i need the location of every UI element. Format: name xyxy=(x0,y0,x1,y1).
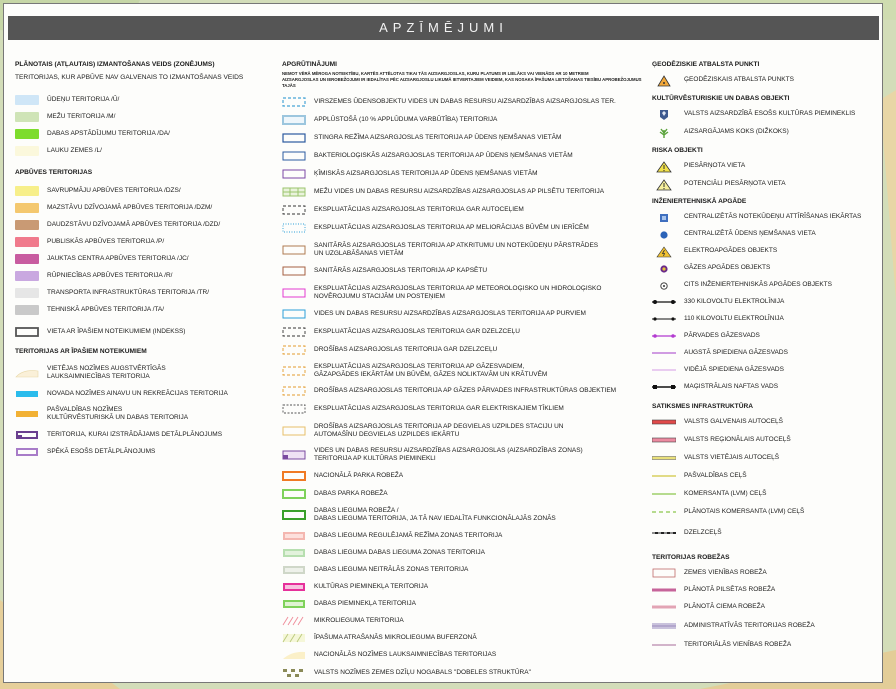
legend-symbol xyxy=(15,129,41,139)
legend-label: RŪPNIECĪBAS APBŪVES TERITORIJA /R/ xyxy=(47,271,173,279)
legend-label: DZELZCEĻŠ xyxy=(684,529,722,536)
legend-label: PAŠVALDĪBAS CEĻŠ xyxy=(684,472,747,479)
restriction-item xyxy=(282,485,642,503)
legend-symbol xyxy=(652,621,678,631)
legend-symbol xyxy=(282,97,308,107)
legend-label: VIDĒJĀ SPIEDIENA GĀZESVADS xyxy=(684,365,784,373)
legend-label: 110 KILOVOLTU ELEKTROLĪNIJA xyxy=(684,314,784,322)
legend-label: SANITĀRĀS AIZSARGJOSLAS TERITORIJA AP KAPSĒTU xyxy=(314,267,488,274)
legend-symbol xyxy=(282,205,308,215)
restriction-item xyxy=(282,467,642,485)
transport-item xyxy=(652,413,884,431)
restriction-item xyxy=(282,663,642,682)
column-objects xyxy=(652,58,884,653)
legend-label: ŪDEŅU TERITORIJA /Ū/ xyxy=(47,95,120,103)
legend-label: CENTRALIZĒTĀS NOTEKŪDEŅU ATTĪRĪŠANAS IEKĀRTAS xyxy=(684,212,862,220)
legend-label: DABAS LIEGUMA DABAS LIEGUMA ZONAS TERITORIJA xyxy=(314,548,485,556)
legend-label: TRANSPORTA INFRASTRUKTŪRAS TERITORIJA /TR/ xyxy=(47,288,210,296)
legend-label: MEŽU TERITORIJA /M/ xyxy=(47,112,116,120)
legend-symbol xyxy=(282,345,308,355)
legend-label: DABAS LIEGUMA ROBEŽA / DABAS LIEGUMA TERITORIJA, JA TĀ NAV IEDALĪTA FUNKCIONĀLAJĀS ZONĀS xyxy=(314,507,556,522)
geodetic-point-item xyxy=(652,71,884,89)
zone-item xyxy=(15,233,271,250)
cultural-object-item xyxy=(652,123,884,141)
special-area-item xyxy=(15,443,271,460)
legend-symbol xyxy=(652,75,678,85)
zone-item xyxy=(15,199,271,216)
legend-symbol xyxy=(15,186,41,196)
legend-symbol xyxy=(652,229,678,239)
legend-symbol xyxy=(15,112,41,122)
legend-label: PLĀNOTAIS KOMERSANTA (LVM) CEĻŠ xyxy=(684,508,805,515)
legend-label: SANITĀRĀS AIZSARGJOSLAS TERITORIJA AP ATKRITUMU UN NOTEKŪDEŅU PĀRSTRĀDES UN UZGLABĀŠANAS VIETĀM xyxy=(314,241,599,257)
engineering-object-item xyxy=(652,208,884,225)
legend-title: APZĪMĒJUMI xyxy=(8,16,879,40)
legend-label: VALSTS GALVENAIS AUTOCEĻŠ xyxy=(684,418,783,425)
restriction-item xyxy=(282,503,642,527)
legend-symbol xyxy=(15,368,41,378)
legend-symbol xyxy=(652,640,678,650)
legend-symbol xyxy=(15,254,41,264)
legend-symbol xyxy=(282,616,308,626)
special-area-item xyxy=(15,385,271,402)
legend-symbol xyxy=(282,510,308,520)
restriction-item xyxy=(282,129,642,147)
legend-label: PAŠVALDĪBAS NOZĪMES KULTŪRVĒSTURISKĀ UN DABAS TERITORIJA xyxy=(47,406,189,421)
legend-symbol xyxy=(652,471,678,481)
restriction-item xyxy=(282,527,642,544)
legend-label: DABAS LIEGUMA NEITRĀLĀS ZONAS TERITORIJA xyxy=(314,565,469,573)
zone-item xyxy=(15,108,271,125)
legend-symbol xyxy=(652,331,678,341)
legend-symbol xyxy=(282,450,308,460)
legend-symbol xyxy=(282,169,308,179)
legend-symbol xyxy=(652,280,678,290)
legend-label: DABAS PARKA ROBEŽA xyxy=(314,490,388,497)
legend-label: CENTRALIZĒTĀ ŪDENS ŅEMŠANAS VIETA xyxy=(684,229,816,237)
boundary-item xyxy=(652,564,884,581)
transport-item xyxy=(652,503,884,521)
zone-item xyxy=(15,284,271,301)
restriction-item xyxy=(282,629,642,646)
legend-label: VALSTS VIETĒJAIS AUTOCEĻŠ xyxy=(684,454,780,461)
legend-symbol xyxy=(652,365,678,375)
heading-transport: SATIKSMES INFRASTRUKTŪRA xyxy=(652,403,753,410)
legend-symbol xyxy=(15,146,41,156)
legend-symbol xyxy=(652,314,678,324)
legend-label: KOMERSANTA (LVM) CEĻŠ xyxy=(684,490,767,497)
legend-symbol xyxy=(652,109,678,119)
restriction-item xyxy=(282,561,642,578)
legend-symbol xyxy=(282,668,308,678)
legend-symbol xyxy=(282,582,308,592)
engineering-object-item xyxy=(652,293,884,310)
legend-symbol xyxy=(15,305,41,315)
legend-symbol xyxy=(282,266,308,276)
restriction-item xyxy=(282,400,642,418)
legend-label: POTENCIĀLI PIESĀRŅOTA VIETA xyxy=(684,180,786,187)
legend-symbol xyxy=(282,404,308,414)
risk-object-item xyxy=(652,175,884,193)
legend-label: MIKROLIEGUMA TERITORIJA xyxy=(314,616,404,624)
heading-special: TERITORIJAS AR ĪPAŠIEM NOTEIKUMIEM xyxy=(15,348,147,355)
index-symbol xyxy=(15,327,41,337)
heading-boundaries: TERITORIJAS ROBEŽAS xyxy=(652,554,730,561)
legend-label: JAUKTAS CENTRA APBŪVES TERITORIJA /JC/ xyxy=(47,254,189,262)
transport-item xyxy=(652,449,884,467)
heading-restrictions: APGRŪTINĀJUMI xyxy=(282,61,337,68)
legend-symbol xyxy=(652,585,678,595)
legend-label: SAVRUPMĀJU APBŪVES TERITORIJA /DZS/ xyxy=(47,186,181,194)
engineering-object-item xyxy=(652,310,884,327)
transport-item xyxy=(652,485,884,503)
legend-symbol xyxy=(15,237,41,247)
engineering-object-item xyxy=(652,225,884,242)
legend-label: PĀRVADES GĀZESVADS xyxy=(684,331,760,339)
boundary-item xyxy=(652,636,884,653)
legend-symbol xyxy=(652,161,678,171)
legend-symbol xyxy=(282,565,308,575)
legend-symbol xyxy=(282,471,308,481)
subheading-nonbuilt: TERITORIJAS, KUR APBŪVE NAV GALVENAIS TO IZMANTOŠANAS VEIDS xyxy=(15,74,244,81)
legend-label: EKSPLUATĀCIJAS AIZSARGJOSLAS TERITORIJA AP MELIORĀCIJAS BŪVĒM UN IERĪCĒM xyxy=(314,224,589,231)
legend-label: EKSPLUATĀCIJAS AIZSARGJOSLAS TERITORIJA AP GĀZESVADIEM, GĀZAPGĀDES IEKĀRTĀM UN BŪVĒM, GĀZES NOLIKTAVĀM UN KRĀTUVĒM xyxy=(314,362,548,378)
legend-symbol xyxy=(282,599,308,609)
restriction-item xyxy=(282,183,642,201)
restriction-item xyxy=(282,305,642,323)
legend-label: BAKTERIOLOĢISKĀS AIZSARGJOSLAS TERITORIJA AP ŪDENS ŅEMŠANAS VIETĀM xyxy=(314,152,573,159)
legend-label: DABAS PIEMINEKĻA TERITORIJA xyxy=(314,599,416,607)
legend-symbol xyxy=(652,568,678,578)
restriction-item xyxy=(282,578,642,595)
restriction-item xyxy=(282,341,642,359)
heading-cultural: KULTŪRVĒSTURISKIE UN DABAS OBJEKTI xyxy=(652,95,790,102)
legend-symbol xyxy=(652,489,678,499)
legend-symbol xyxy=(282,386,308,396)
cultural-object-item xyxy=(652,105,884,123)
engineering-object-item xyxy=(652,361,884,378)
legend-label: ĢEODĒZISKAIS ATBALSTA PUNKTS xyxy=(684,76,794,83)
legend-symbol xyxy=(282,288,308,298)
boundary-item xyxy=(652,615,884,636)
legend-symbol xyxy=(15,447,41,457)
restriction-item xyxy=(282,359,642,382)
legend-symbol xyxy=(652,179,678,189)
legend-label: EKSPLUATĀCIJAS AIZSARGJOSLAS TERITORIJA GAR DZELZCEĻU xyxy=(314,328,520,335)
legend-symbol xyxy=(282,531,308,541)
heading-built: APBŪVES TERITORIJAS xyxy=(15,169,93,176)
transport-item xyxy=(652,467,884,485)
legend-symbol xyxy=(282,548,308,558)
legend-label: AIZSARGĀJAMS KOKS (DIŽKOKS) xyxy=(684,128,789,135)
legend-label: ELEKTROAPGĀDES OBJEKTS xyxy=(684,246,778,254)
legend-label: STINGRA REŽĪMA AIZSARGJOSLAS TERITORIJA AP ŪDENS ŅEMŠANAS VIETĀM xyxy=(314,134,562,141)
legend-symbol xyxy=(652,528,678,538)
legend-label: TERITORIĀLĀS VIENĪBAS ROBEŽA xyxy=(684,640,792,648)
legend-symbol xyxy=(15,220,41,230)
legend-label: VIRSZEMES ŪDENSOBJEKTU VIDES UN DABAS RESURSU AIZSARDZĪBAS AIZSARGJOSLAS TER. xyxy=(314,98,616,105)
legend-label: GĀZES APGĀDES OBJEKTS xyxy=(684,263,771,271)
legend-item-index xyxy=(15,323,271,340)
restriction-item xyxy=(282,219,642,237)
legend-symbol xyxy=(15,389,41,399)
zone-item xyxy=(15,250,271,267)
engineering-object-item xyxy=(652,327,884,344)
restriction-item xyxy=(282,147,642,165)
legend-label: ZEMES VIENĪBAS ROBEŽA xyxy=(684,568,767,576)
special-area-item xyxy=(15,402,271,426)
restriction-item xyxy=(282,165,642,183)
legend-symbol xyxy=(282,115,308,125)
zone-item xyxy=(15,216,271,233)
legend-symbol xyxy=(652,297,678,307)
legend-label: DROŠĪBAS AIZSARGJOSLAS TERITORIJA GAR DZELZCEĻU xyxy=(314,346,498,353)
legend-label: MEŽU VIDES UN DABAS RESURSU AIZSARDZĪBAS AIZSARGJOSLAS AP PILSĒTU TERITORIJA xyxy=(314,188,605,195)
legend-label: DAUDZSTĀVU DZĪVOJAMĀ APBŪVES TERITORIJA /DZD/ xyxy=(47,220,221,228)
legend-symbol xyxy=(282,151,308,161)
legend-label: NACIONĀLĀS NOZĪMES LAUKSAIMNIECĪBAS TERITORIJAS xyxy=(314,650,497,658)
legend-symbol xyxy=(282,133,308,143)
heading-geodetic: ĢEODĒZISKIE ATBALSTA PUNKTI xyxy=(652,61,760,68)
legend-symbol xyxy=(282,426,308,436)
legend-symbol xyxy=(15,203,41,213)
legend-symbol xyxy=(282,245,308,255)
engineering-object-item xyxy=(652,378,884,395)
special-area-item xyxy=(15,426,271,443)
restriction-item xyxy=(282,595,642,612)
legend-label: PUBLISKĀS APBŪVES TERITORIJA /P/ xyxy=(47,237,165,245)
zone-item xyxy=(15,267,271,284)
legend-label: CITS INŽENIERTEHNISKĀS APGĀDES OBJEKTS xyxy=(684,280,832,288)
legend-label: ĶĪMISKĀS AIZSARGJOSLAS TERITORIJA AP ŪDENS ŅEMŠANAS VIETĀM xyxy=(314,170,538,177)
restriction-item xyxy=(282,612,642,629)
restriction-item xyxy=(282,237,642,262)
legend-label: EKSPLUATĀCIJAS AIZSARGJOSLAS TERITORIJA GAR ELEKTRISKAJIEM TĪKLIEM xyxy=(314,405,564,412)
legend-symbol xyxy=(652,127,678,137)
zone-item xyxy=(15,125,271,142)
column-zoning xyxy=(15,58,271,460)
legend-symbol xyxy=(15,271,41,281)
legend-symbol xyxy=(652,382,678,392)
legend-symbol xyxy=(282,223,308,233)
legend-symbol xyxy=(282,187,308,197)
legend-label: TEHNISKĀ APBŪVES TERITORIJA /TA/ xyxy=(47,305,165,313)
engineering-object-item xyxy=(652,242,884,259)
boundary-item xyxy=(652,598,884,615)
legend-label: DABAS LIEGUMA REGULĒJAMĀ REŽĪMA ZONAS TERITORIJA xyxy=(314,531,503,539)
heading-risk: RISKA OBJEKTI xyxy=(652,147,703,154)
legend-label: NACIONĀLĀ PARKA ROBEŽA xyxy=(314,472,404,479)
restriction-item xyxy=(282,280,642,305)
legend-label: VIDES UN DABAS RESURSU AIZSARDZĪBAS AIZSARGJOSLAS TERITORIJA AP PURVIEM xyxy=(314,310,586,317)
zone-item xyxy=(15,142,271,159)
legend-label: MAĢISTRĀLAIS NAFTAS VADS xyxy=(684,382,779,390)
legend-symbol xyxy=(15,409,41,419)
legend-label: DROŠĪBAS AIZSARGJOSLAS TERITORIJA AP DEGVIELAS UZPILDES STACIJU UN AUTOMAŠĪNU DEGVIELAS UZPILDES IEKĀRTU xyxy=(314,422,564,438)
legend-label: VIETA AR ĪPAŠIEM NOTEIKUMIEM (INDEKSS) xyxy=(47,327,186,335)
legend-symbol xyxy=(282,489,308,499)
legend-label: AUGSTĀ SPIEDIENA GĀZESVADS xyxy=(684,348,788,356)
engineering-object-item xyxy=(652,344,884,361)
legend-label: MAZSTĀVU DZĪVOJAMĀ APBŪVES TERITORIJA /DZM/ xyxy=(47,203,213,211)
restriction-item xyxy=(282,262,642,280)
legend-label: VIDES UN DABAS RESURSU AIZSARDZĪBAS AIZSARGJOSLAS (AIZSARDZĪBAS ZONAS) TERITORIJA AP KULTŪRAS PIEMINEKLI xyxy=(314,447,583,462)
restriction-item xyxy=(282,382,642,400)
legend-symbol xyxy=(282,650,308,660)
column-restrictions xyxy=(282,58,642,682)
legend-symbol xyxy=(15,430,41,440)
legend-label: LAUKU ZEMES /L/ xyxy=(47,146,102,154)
legend-label: EKSPLUATĀCIJAS AIZSARGJOSLAS TERITORIJA AP METEOROLOĢISKO UN HIDROLOĢISKO NOVĒROJUMU STACIJĀM UN POSTEŅIEM xyxy=(314,284,602,300)
legend-symbol xyxy=(652,435,678,445)
transport-item xyxy=(652,521,884,545)
legend-symbol xyxy=(652,246,678,256)
legend-symbol xyxy=(652,263,678,273)
legend-symbol xyxy=(652,453,678,463)
legend-label: VALSTS REĢIONĀLAIS AUTOCEĻŠ xyxy=(684,436,791,443)
restrictions-note: NEMOT VĒRĀ MĒROGA NOTEIKTĪBU, KARTĒS ATTĒLOTAS TIKAI TĀS AIZSARGJOSLAS, KURU PLATUMS IR LIELĀKS VAI VIENĀDS AR 10 METRIEM AIZSARGJOSLAS UN IEROBEŽOJUMI IR IEDALĪTAS PĒC AIZSARGJOSLU LIKUMĀ IETVERTAJIEM VEIDIEM, KAS NOSAKA ĪPAŠUMA LIETOŠANAS TIESĪBU APROBEŽOJUMUS TAJĀS xyxy=(282,71,642,88)
restriction-item xyxy=(282,443,642,467)
engineering-object-item xyxy=(652,276,884,293)
boundary-item xyxy=(652,581,884,598)
legend-label: 330 KILOVOLTU ELEKTROLĪNIJA xyxy=(684,297,785,305)
legend-symbol xyxy=(652,602,678,612)
legend-symbol xyxy=(282,309,308,319)
restriction-item xyxy=(282,323,642,341)
zone-item xyxy=(15,301,271,318)
zone-item xyxy=(15,182,271,199)
restriction-item xyxy=(282,201,642,219)
legend-label: DABAS APSTĀDĪJUMU TERITORIJA /DA/ xyxy=(47,129,170,137)
legend-label: VALSTS NOZĪMES ZEMES DZĪĻU NOGABALS "DOBELES STRUKTŪRA" xyxy=(314,668,531,676)
risk-object-item xyxy=(652,157,884,175)
legend-label: ADMINISTRATĪVĀS TERITORIJAS ROBEŽA xyxy=(684,621,815,629)
restriction-item xyxy=(282,111,642,129)
legend-symbol xyxy=(282,327,308,337)
legend-label: DROŠĪBAS AIZSARGJOSLAS TERITORIJA AP GĀZES PĀRVADES INFRASTRUKTŪRAS OBJEKTIEM xyxy=(314,387,617,394)
legend-label: NOVADA NOZĪMES AINAVU UN REKREĀCIJAS TERITORIJA xyxy=(47,389,228,397)
transport-item xyxy=(652,431,884,449)
zone-item xyxy=(15,91,271,108)
restriction-item xyxy=(282,93,642,111)
legend-symbol xyxy=(652,212,678,222)
engineering-object-item xyxy=(652,259,884,276)
legend-label: TERITORIJA, KURAI IZSTRĀDĀJAMS DETĀLPLĀNOJUMS xyxy=(47,430,223,438)
restriction-item xyxy=(282,544,642,561)
legend-symbol xyxy=(652,348,678,358)
legend-label: PLĀNOTĀ CIEMA ROBEŽA xyxy=(684,602,765,610)
legend-label: PIESĀRŅOTA VIETA xyxy=(684,162,746,169)
legend-label: PLĀNOTĀ PILSĒTAS ROBEŽA xyxy=(684,585,776,593)
restriction-item xyxy=(282,418,642,443)
legend-symbol xyxy=(652,417,678,427)
legend-label: VIETĒJAS NOZĪMES AUGSTVĒRTĪGĀS LAUKSAIMNIECĪBAS TERITORIJA xyxy=(47,365,166,380)
legend-label: EKSPLUATĀCIJAS AIZSARGJOSLAS TERITORIJA GAR AUTOCEĻIEM xyxy=(314,206,524,213)
heading-engineering: INŽENIERTEHNISKĀ APGĀDE xyxy=(652,198,747,205)
legend-symbol xyxy=(652,507,678,517)
legend-label: SPĒKĀ ESOŠS DETĀLPLĀNOJUMS xyxy=(47,447,156,455)
legend-symbol xyxy=(282,366,308,376)
legend-symbol xyxy=(15,95,41,105)
legend-label: APPLŪSTOŠĀ (10 % APPLŪDUMA VARBŪTĪBA) TERITORIJA xyxy=(314,116,498,123)
legend-symbol xyxy=(15,288,41,298)
legend-label: KULTŪRAS PIEMINEKĻA TERITORIJA xyxy=(314,582,429,590)
heading-zoning: PLĀNOTAIS (ATĻAUTAIS) IZMANTOŠANAS VEIDS (ZONĒJUMS) xyxy=(15,61,215,68)
legend-symbol xyxy=(282,633,308,643)
restriction-item xyxy=(282,646,642,663)
legend-label: ĪPAŠUMA ATRAŠANĀS MIKROLIEGUMA BUFERZONĀ xyxy=(314,633,477,641)
special-area-item xyxy=(15,361,271,385)
legend-label: VALSTS AIZSARDZĪBĀ ESOŠS KULTŪRAS PIEMINEKLIS xyxy=(684,110,856,117)
